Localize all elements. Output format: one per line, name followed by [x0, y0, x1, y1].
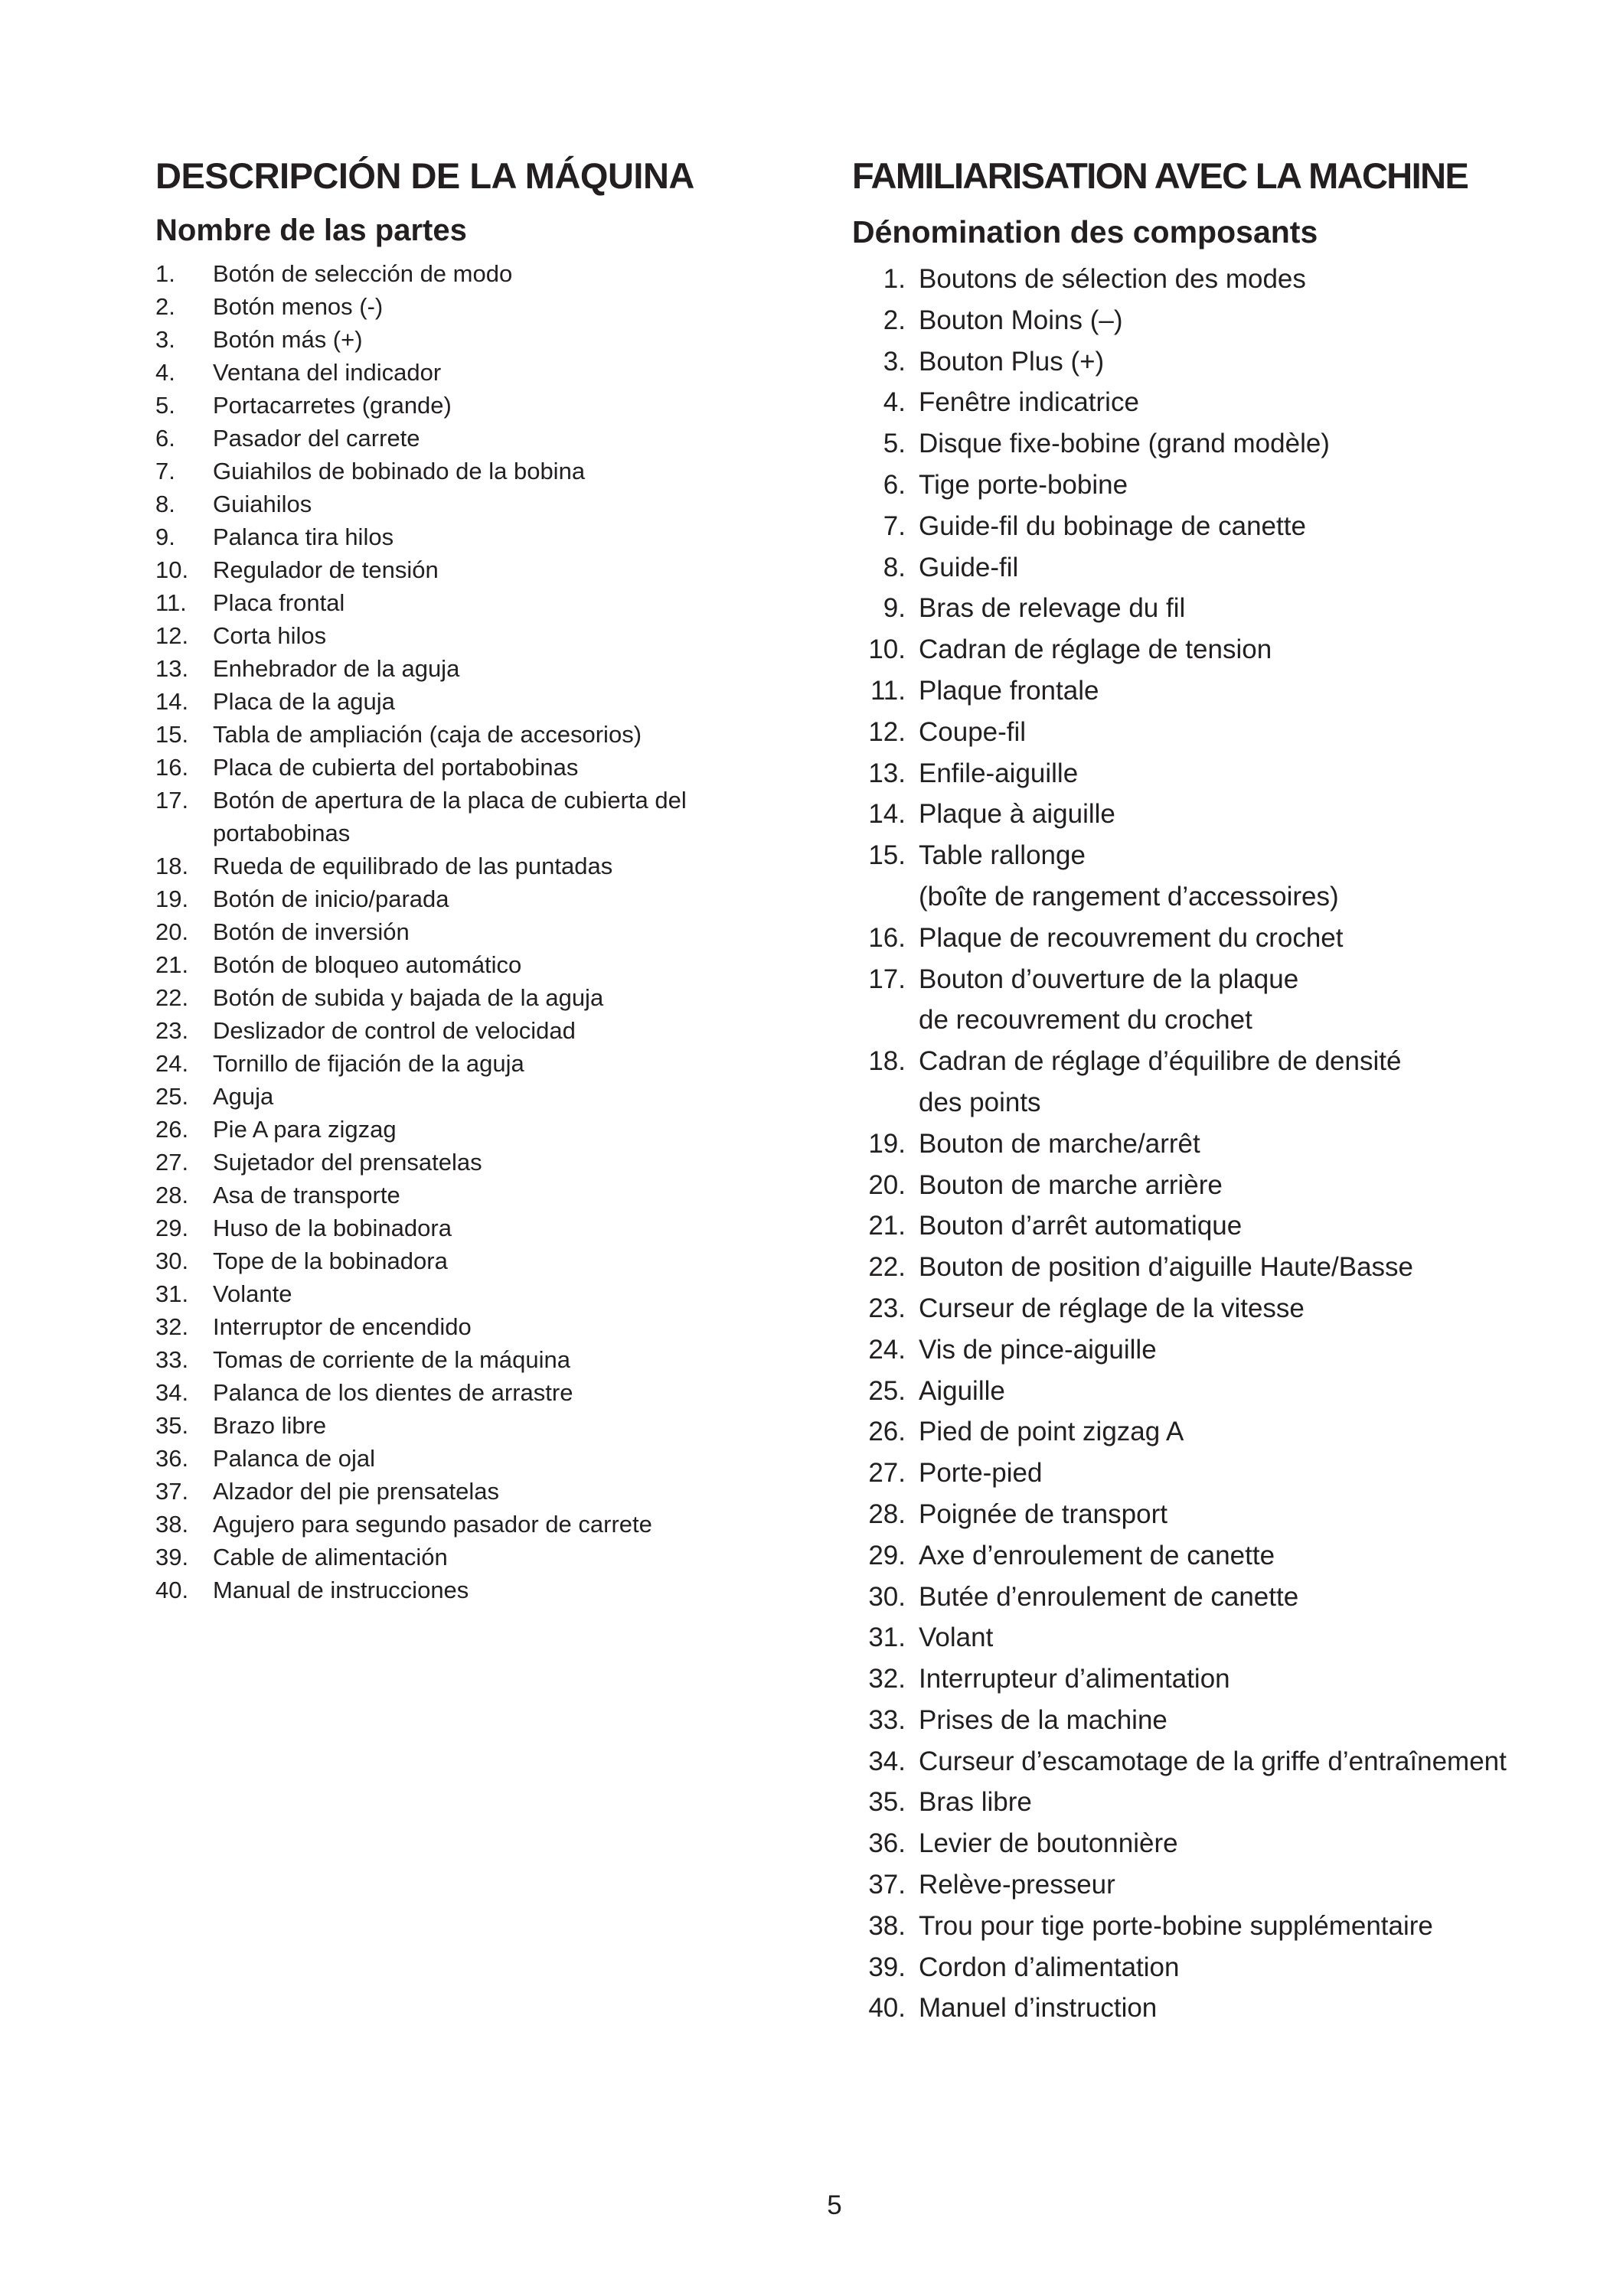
item-label: Botón de selección de modo: [213, 260, 513, 287]
list-item: [852, 753, 1507, 794]
item-number: 32.: [868, 1664, 906, 1694]
list-item: [852, 1288, 1507, 1329]
list-item: [155, 586, 829, 619]
list-item: [852, 423, 1507, 465]
item-label-line: Porte-pied: [919, 1458, 1043, 1489]
list-item: [852, 547, 1507, 589]
item-label-line: Bras de relevage du fil: [919, 593, 1186, 624]
list-item: [155, 948, 829, 981]
item-label-line: Guide-fil: [919, 552, 1019, 582]
list-item: [852, 1741, 1507, 1782]
list-item: [852, 1453, 1507, 1494]
item-number: 13.: [155, 655, 189, 682]
item-label: [919, 1494, 1507, 1535]
item-label: [919, 1453, 1507, 1494]
item-number: 5.: [883, 429, 906, 459]
item-number: 23.: [868, 1293, 906, 1323]
item-label: [919, 506, 1507, 547]
item-number: 10.: [868, 634, 906, 665]
item-label: [919, 1165, 1507, 1206]
item-number: 3.: [883, 346, 906, 377]
list-item: [155, 1508, 829, 1541]
french-parts-list: [852, 259, 1507, 2029]
item-label-line: Bouton de position d’aiguille Haute/Basse: [919, 1252, 1413, 1283]
item-number: 1.: [155, 260, 175, 287]
list-item: [852, 1329, 1507, 1371]
item-number: 20.: [155, 918, 189, 945]
list-item: [155, 1409, 829, 1442]
list-item: [852, 1535, 1507, 1577]
item-label: [919, 1535, 1507, 1577]
list-item: [852, 465, 1507, 506]
item-number: 30.: [155, 1247, 189, 1274]
list-item: [852, 1906, 1507, 1947]
item-number: 18.: [868, 1046, 906, 1077]
item-label-line: Relève-presseur: [919, 1870, 1115, 1900]
item-label: Palanca de los dientes de arrastre: [213, 1379, 573, 1406]
list-item: [852, 670, 1507, 712]
item-label: Portacarretes (grande): [213, 392, 452, 419]
list-item: [155, 784, 829, 850]
item-number: 11.: [155, 589, 187, 616]
item-label: [919, 341, 1507, 383]
list-item: [155, 1179, 829, 1212]
item-label-line: des points: [919, 1087, 1041, 1117]
item-label: Botón de inversión: [213, 918, 410, 945]
item-number: 22.: [868, 1252, 906, 1283]
item-label-line: Poignée de transport: [919, 1499, 1167, 1529]
item-number: 11.: [870, 675, 906, 706]
item-label-line: Prises de la machine: [919, 1704, 1167, 1735]
item-label-line: Fenêtre indicatrice: [919, 387, 1139, 418]
item-label-line: (boîte de rangement d’accessoires): [919, 881, 1339, 912]
item-label: [919, 670, 1507, 712]
list-item: [852, 259, 1507, 300]
list-item: [852, 1947, 1507, 1988]
list-item: [852, 1371, 1507, 1412]
list-item: [852, 382, 1507, 423]
item-number: 7.: [883, 510, 906, 541]
item-number: 14.: [868, 799, 906, 830]
item-number: 5.: [155, 392, 175, 419]
item-number: 38.: [155, 1511, 189, 1538]
list-item: [155, 1113, 829, 1146]
list-item: [155, 1212, 829, 1244]
item-label-line: Interrupteur d’alimentation: [919, 1664, 1230, 1694]
item-label: [919, 1947, 1507, 1988]
item-number: 25.: [868, 1375, 906, 1406]
item-label-line: Boutons de sélection des modes: [919, 264, 1306, 294]
french-subtitle: Dénomination des composants: [852, 214, 1318, 249]
item-label: [919, 382, 1507, 423]
item-number: 33.: [868, 1704, 906, 1735]
item-label: [919, 1782, 1507, 1823]
item-number: 39.: [868, 1952, 906, 1982]
item-label: [919, 712, 1507, 753]
list-item: [852, 300, 1507, 341]
list-item: [852, 712, 1507, 753]
list-item: [155, 488, 829, 520]
item-label: [919, 1124, 1507, 1165]
item-label: [919, 794, 1507, 835]
item-label: Aguja: [213, 1083, 274, 1110]
item-label-line: Cadran de réglage d’équilibre de densité: [919, 1046, 1402, 1077]
item-number: 21.: [868, 1211, 906, 1241]
list-item: [155, 1244, 829, 1277]
item-label: Botón de bloqueo automático: [213, 951, 522, 978]
item-number: 15.: [868, 840, 906, 871]
item-label: [919, 1371, 1507, 1412]
item-label: [919, 300, 1507, 341]
item-label: Huso de la bobinadora: [213, 1215, 452, 1241]
item-number: 30.: [868, 1581, 906, 1612]
list-item: [852, 1494, 1507, 1535]
item-label-line: Coupe-fil: [919, 716, 1027, 747]
list-item: [852, 918, 1507, 959]
item-number: 24.: [868, 1334, 906, 1365]
item-number: 31.: [868, 1623, 906, 1653]
item-label: [919, 1247, 1507, 1288]
item-label-line: Bras libre: [919, 1787, 1032, 1818]
list-item: [852, 629, 1507, 670]
item-label: Enhebrador de la aguja: [213, 655, 460, 682]
item-number: 34.: [868, 1746, 906, 1776]
item-label: [919, 1658, 1507, 1700]
list-item: [852, 1782, 1507, 1823]
item-label: Rueda de equilibrado de las puntadas: [213, 853, 613, 879]
item-number: 31.: [155, 1280, 189, 1307]
item-number: 27.: [868, 1458, 906, 1489]
item-number: 37.: [868, 1870, 906, 1900]
item-number: 4.: [883, 387, 906, 418]
list-item: [155, 1442, 829, 1475]
list-item: [155, 290, 829, 323]
item-number: 6.: [155, 425, 175, 452]
list-item: [852, 1617, 1507, 1658]
item-number: 36.: [155, 1445, 189, 1472]
spanish-parts-list: [155, 257, 829, 1606]
list-item: [155, 257, 829, 290]
list-item: [155, 1146, 829, 1179]
item-number: 23.: [155, 1017, 189, 1044]
item-number: 28.: [868, 1499, 906, 1529]
item-label: Tope de la bobinadora: [213, 1247, 448, 1274]
item-number: 7.: [155, 458, 175, 484]
list-item: [852, 835, 1507, 918]
item-number: 39.: [155, 1544, 189, 1570]
list-item: [155, 685, 829, 718]
list-item: [852, 1988, 1507, 2029]
list-item: [155, 915, 829, 948]
item-number: 21.: [155, 951, 189, 978]
item-label: Brazo libre: [213, 1412, 327, 1439]
item-label-line: Cordon d’alimentation: [919, 1952, 1180, 1982]
item-number: 35.: [868, 1787, 906, 1818]
list-item: [155, 619, 829, 652]
item-label: [919, 547, 1507, 589]
item-number: 13.: [868, 758, 906, 788]
list-item: [155, 1343, 829, 1376]
list-item: [155, 981, 829, 1014]
list-item: [852, 1864, 1507, 1906]
item-label: Guiahilos: [213, 491, 312, 517]
item-number: 40.: [155, 1577, 189, 1603]
item-label-line: Bouton de marche/arrêt: [919, 1128, 1200, 1159]
item-label: [919, 1617, 1507, 1658]
list-item: [852, 1205, 1507, 1247]
item-label: [919, 1411, 1507, 1453]
item-label: [919, 1988, 1507, 2029]
item-label: Botón de subida y bajada de la aguja: [213, 984, 604, 1011]
item-label: [919, 588, 1507, 629]
item-label: Tornillo de fijación de la aguja: [213, 1050, 524, 1077]
item-number: 17.: [868, 964, 906, 994]
item-label: Alzador del pie prensatelas: [213, 1478, 499, 1505]
list-item: [155, 751, 829, 784]
item-number: 26.: [868, 1417, 906, 1447]
item-number: 24.: [155, 1050, 189, 1077]
item-label: Pasador del carrete: [213, 425, 420, 452]
item-label: [919, 959, 1507, 1042]
list-item: [852, 1658, 1507, 1700]
item-label-line: Bouton de marche arrière: [919, 1169, 1223, 1200]
item-number: 38.: [868, 1910, 906, 1941]
item-label: [919, 465, 1507, 506]
item-label: Deslizador de control de velocidad: [213, 1017, 576, 1044]
item-number: 19.: [155, 885, 189, 912]
list-item: [852, 1247, 1507, 1288]
list-item: [155, 323, 829, 356]
list-item: [155, 1475, 829, 1508]
item-label: [919, 1864, 1507, 1906]
list-item: [852, 341, 1507, 383]
item-label-line: Plaque à aiguille: [919, 799, 1115, 830]
item-label: [919, 835, 1507, 918]
item-label-line: Bouton d’ouverture de la plaque: [919, 964, 1299, 994]
list-item: [155, 553, 829, 586]
item-label: [919, 1205, 1507, 1247]
item-number: 8.: [883, 552, 906, 582]
item-number: 4.: [155, 359, 175, 386]
item-label: [919, 1041, 1507, 1124]
item-label-line: Curseur d’escamotage de la griffe d’entraînement: [919, 1746, 1507, 1776]
item-label: Asa de transporte: [213, 1182, 400, 1208]
list-item: [155, 718, 829, 751]
list-item: [155, 1310, 829, 1343]
item-label: Botón de apertura de la placa de cubierta del portabobinas: [213, 787, 687, 846]
item-label: [919, 1823, 1507, 1864]
item-number: 10.: [155, 556, 189, 583]
list-item: [852, 1165, 1507, 1206]
list-item: [852, 794, 1507, 835]
item-number: 36.: [868, 1828, 906, 1859]
item-label: [919, 629, 1507, 670]
list-item: [155, 850, 829, 882]
item-label: Guiahilos de bobinado de la bobina: [213, 458, 586, 484]
list-item: [155, 1277, 829, 1310]
item-number: 8.: [155, 491, 175, 517]
item-number: 2.: [883, 305, 906, 335]
item-label-line: Axe d’enroulement de canette: [919, 1540, 1275, 1570]
item-label: Manual de instrucciones: [213, 1577, 469, 1603]
item-label-line: Tige porte-bobine: [919, 469, 1128, 500]
list-item: [155, 520, 829, 553]
item-label: [919, 918, 1507, 959]
list-item: [155, 1047, 829, 1080]
list-item: [155, 455, 829, 488]
item-number: 1.: [883, 264, 906, 294]
item-label-line: Bouton Moins (–): [919, 305, 1123, 335]
item-label: [919, 423, 1507, 465]
item-label: Placa de cubierta del portabobinas: [213, 754, 579, 781]
page-number: 5: [827, 2190, 842, 2220]
list-item: [155, 1541, 829, 1574]
list-item: [155, 389, 829, 422]
item-number: 2.: [155, 293, 175, 320]
item-number: 3.: [155, 326, 175, 353]
item-label: [919, 259, 1507, 300]
item-number: 16.: [868, 922, 906, 953]
item-number: 9.: [883, 593, 906, 624]
item-label: Botón de inicio/parada: [213, 885, 449, 912]
list-item: [852, 1577, 1507, 1618]
list-item: [155, 356, 829, 389]
item-label-line: Trou pour tige porte-bobine supplémentaire: [919, 1910, 1433, 1941]
item-number: 28.: [155, 1182, 189, 1208]
item-label: [919, 1288, 1507, 1329]
item-number: 25.: [155, 1083, 189, 1110]
spanish-title: DESCRIPCIÓN DE LA MÁQUINA: [155, 155, 694, 196]
item-label: Placa de la aguja: [213, 688, 395, 715]
item-label: [919, 1329, 1507, 1371]
item-label-line: Vis de pince-aiguille: [919, 1334, 1157, 1365]
item-label-line: Guide-fil du bobinage de canette: [919, 510, 1306, 541]
item-number: 16.: [155, 754, 189, 781]
list-item: [155, 652, 829, 685]
item-number: 12.: [155, 622, 189, 649]
list-item: [155, 422, 829, 455]
list-item: [155, 882, 829, 915]
list-item: [852, 1411, 1507, 1453]
list-item: [852, 1700, 1507, 1741]
item-label: [919, 753, 1507, 794]
item-label-line: de recouvrement du crochet: [919, 1005, 1252, 1035]
item-label-line: Volant: [919, 1623, 994, 1653]
item-label-line: Cadran de réglage de tension: [919, 634, 1272, 665]
item-number: 19.: [868, 1128, 906, 1159]
item-label: [919, 1700, 1507, 1741]
item-number: 29.: [155, 1215, 189, 1241]
item-label-line: Pied de point zigzag A: [919, 1417, 1184, 1447]
item-label-line: Enfile-aiguille: [919, 758, 1079, 788]
item-label: Tabla de ampliación (caja de accesorios): [213, 721, 642, 748]
item-number: 40.: [868, 1993, 906, 2024]
item-label: Ventana del indicador: [213, 359, 442, 386]
item-number: 14.: [155, 688, 189, 715]
item-label: Interruptor de encendido: [213, 1313, 472, 1340]
list-item: [155, 1080, 829, 1113]
item-label: Pie A para zigzag: [213, 1116, 397, 1143]
list-item: [852, 959, 1507, 1042]
item-label-line: Curseur de réglage de la vitesse: [919, 1293, 1305, 1323]
item-label: Agujero para segundo pasador de carrete: [213, 1511, 652, 1538]
item-label: Regulador de tensión: [213, 556, 439, 583]
item-label: [919, 1906, 1507, 1947]
item-number: 12.: [868, 716, 906, 747]
item-number: 27.: [155, 1149, 189, 1176]
item-label: [919, 1577, 1507, 1618]
item-label: Cable de alimentación: [213, 1544, 448, 1570]
item-label-line: Aiguille: [919, 1375, 1005, 1406]
list-item: [852, 1124, 1507, 1165]
spanish-subtitle: Nombre de las partes: [155, 214, 467, 247]
item-label-line: Butée d’enroulement de canette: [919, 1581, 1299, 1612]
item-label: Botón más (+): [213, 326, 363, 353]
french-title: FAMILIARISATION AVEC LA MACHINE: [852, 155, 1468, 196]
item-label-line: Table rallonge: [919, 840, 1086, 871]
item-label-line: Plaque de recouvrement du crochet: [919, 922, 1344, 953]
item-number: 26.: [155, 1116, 189, 1143]
item-label: [919, 1741, 1507, 1782]
item-label: Volante: [213, 1280, 292, 1307]
item-label-line: Levier de boutonnière: [919, 1828, 1178, 1859]
item-label-line: Disque fixe-bobine (grand modèle): [919, 429, 1330, 459]
item-number: 22.: [155, 984, 189, 1011]
item-number: 32.: [155, 1313, 189, 1340]
item-label: Palanca tira hilos: [213, 523, 394, 550]
item-number: 6.: [883, 469, 906, 500]
list-item: [155, 1574, 829, 1606]
item-number: 9.: [155, 523, 175, 550]
item-number: 15.: [155, 721, 189, 748]
list-item: [852, 588, 1507, 629]
item-number: 29.: [868, 1540, 906, 1570]
item-number: 18.: [155, 853, 189, 879]
list-item: [852, 1041, 1507, 1124]
item-number: 17.: [155, 787, 189, 814]
item-label: Botón menos (-): [213, 293, 384, 320]
item-number: 34.: [155, 1379, 189, 1406]
item-number: 37.: [155, 1478, 189, 1505]
item-label-line: Plaque frontale: [919, 675, 1099, 706]
list-item: [852, 506, 1507, 547]
item-number: 33.: [155, 1346, 189, 1373]
item-label: Tomas de corriente de la máquina: [213, 1346, 570, 1373]
item-label: Palanca de ojal: [213, 1445, 375, 1472]
item-label-line: Manuel d’instruction: [919, 1993, 1158, 2024]
list-item: [852, 1823, 1507, 1864]
item-label-line: Bouton Plus (+): [919, 346, 1105, 377]
item-number: 35.: [155, 1412, 189, 1439]
item-label: Placa frontal: [213, 589, 345, 616]
item-label: Corta hilos: [213, 622, 327, 649]
list-item: [155, 1014, 829, 1047]
list-item: [155, 1376, 829, 1409]
item-label-line: Bouton d’arrêt automatique: [919, 1211, 1243, 1241]
item-label: Sujetador del prensatelas: [213, 1149, 482, 1176]
item-number: 20.: [868, 1169, 906, 1200]
